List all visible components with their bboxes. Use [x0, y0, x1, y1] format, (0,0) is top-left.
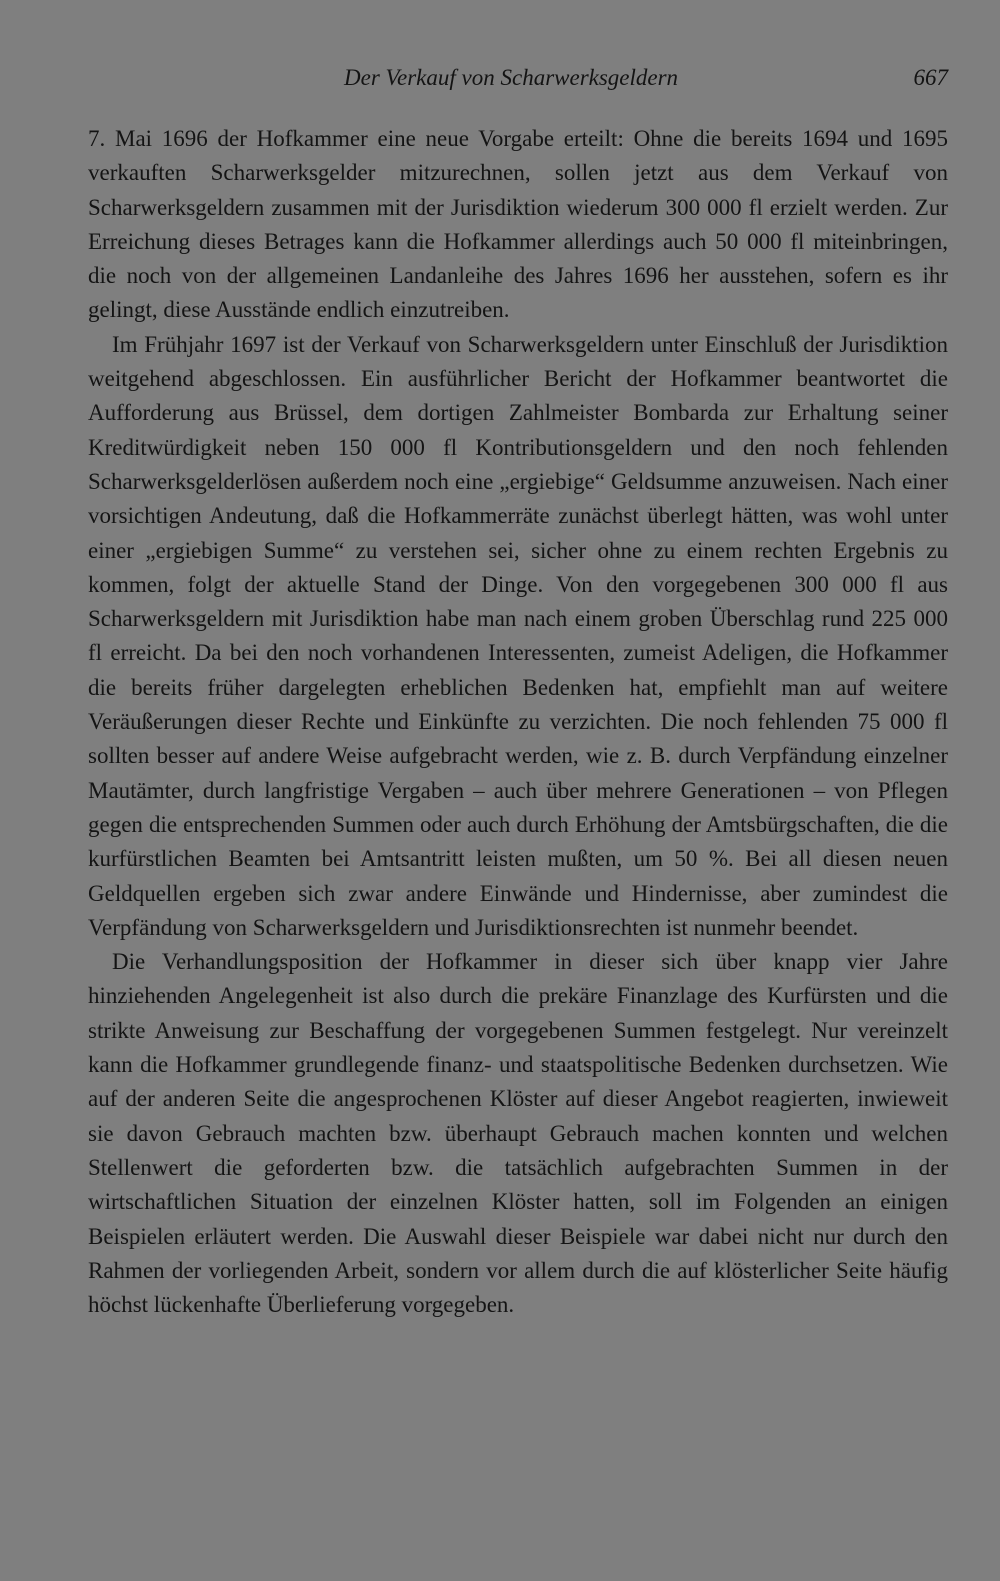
paragraph: Im Frühjahr 1697 ist der Verkauf von Scharwerksgeldern unter Einschluß der Jurisdiktion weitgehend abgeschlossen. Ein ausführlicher Bericht der Hofkammer beantwortet die Aufforderung aus Brüssel, dem dortigen Zahlmeister Bombarda zur Erhaltung seiner Kreditwürdigkeit neben 150 000 fl Kontributionsgeldern und den noch fehlenden Scharwerksgelderlösen außerdem noch eine „ergiebige“ Geldsumme anzuweisen. Nach einer vorsichtigen Andeutung, daß die Hofkammerräte zunächst überlegt hätten, was wohl unter einer „ergiebigen Summe“ zu verstehen sei, sicher ohne zu einem rechten Ergebnis zu kommen, folgt der aktuelle Stand der Dinge. Von den vorgegebenen 300 000 fl aus Scharwerksgeldern mit Jurisdiktion habe man nach einem groben Überschlag rund 225 000 fl erreicht. Da bei den noch vorhandenen Interessenten, zumeist Adeligen, die Hofkammer die bereits früher dargelegten erheblichen Bedenken hat, empfiehlt man auf weitere Veräußerungen dieser Rechte und Einkünfte zu verzichten. Die noch fehlenden 75 000 fl sollten besser auf andere Weise aufgebracht werden, wie z. B. durch Verpfändung einzelner Mautämter, durch langfristige Vergaben – auch über mehrere Generationen – von Pflegen gegen die entsprechenden Summen oder auch durch Erhöhung der Amtsbürgschaften, die die kurfürstlichen Beamten bei Amtsantritt leisten mußten, um 50 %. Bei all diesen neuen Geldquellen ergeben sich zwar andere Einwände und Hindernisse, aber zumindest die Verpfändung von Scharwerksgeldern und Jurisdiktionsrechten ist nunmehr beendet. — [88, 331, 948, 940]
running-head — [88, 58, 948, 98]
running-title: Der Verkauf von Scharwerksgeldern — [344, 65, 679, 90]
paragraph: Die Verhandlungsposition der Hofkammer in dieser sich über knapp vier Jahre hinziehenden Angelegenheit ist also durch die prekäre Finanzlage des Kurfürsten und die strikte Anweisung zur Beschaffung der vorgegebenen Summen festgelegt. Nur vereinzelt kann die Hofkammer grundlegende finanz- und staatspolitische Bedenken durchsetzen. Wie auf der anderen Seite die angesprochenen Klöster auf dieser Angebot reagierten, inwieweit sie davon Gebrauch machten bzw. überhaupt Gebrauch machen konnten und welchen Stellenwert die geforderten bzw. die tatsächlich aufgebrachten Summen in der wirtschaftlichen Situation der einzelnen Klöster hatten, soll im Folgenden an einigen Beispielen erläutert werden. Die Auswahl dieser Beispiele war dabei nicht nur durch den Rahmen der vorliegenden Arbeit, sondern vor allem durch die auf klösterlicher Seite häufig höchst lückenhafte Überlieferung vorgegeben. — [88, 949, 948, 1318]
page-number: 667 — [913, 65, 948, 90]
book-page — [88, 58, 948, 1322]
paragraph-continued: 7. Mai 1696 der Hofkammer eine neue Vorgabe erteilt: Ohne die bereits 1694 und 1695 verkauften Scharwerksgelder mitzurechnen, sollen jetzt aus dem Verkauf von Scharwerksgeldern zusammen mit der Jurisdiktion wiederum 300 000 fl erzielt werden. Zur Erreichung dieses Betrages kann die Hofkammer allerdings auch 50 000 fl miteinbringen, die noch von der allgemeinen Landanleihe des Jahres 1696 her ausstehen, sofern es ihr gelingt, diese Ausstände endlich einzutreiben. — [88, 126, 948, 323]
body-text — [88, 122, 948, 1322]
